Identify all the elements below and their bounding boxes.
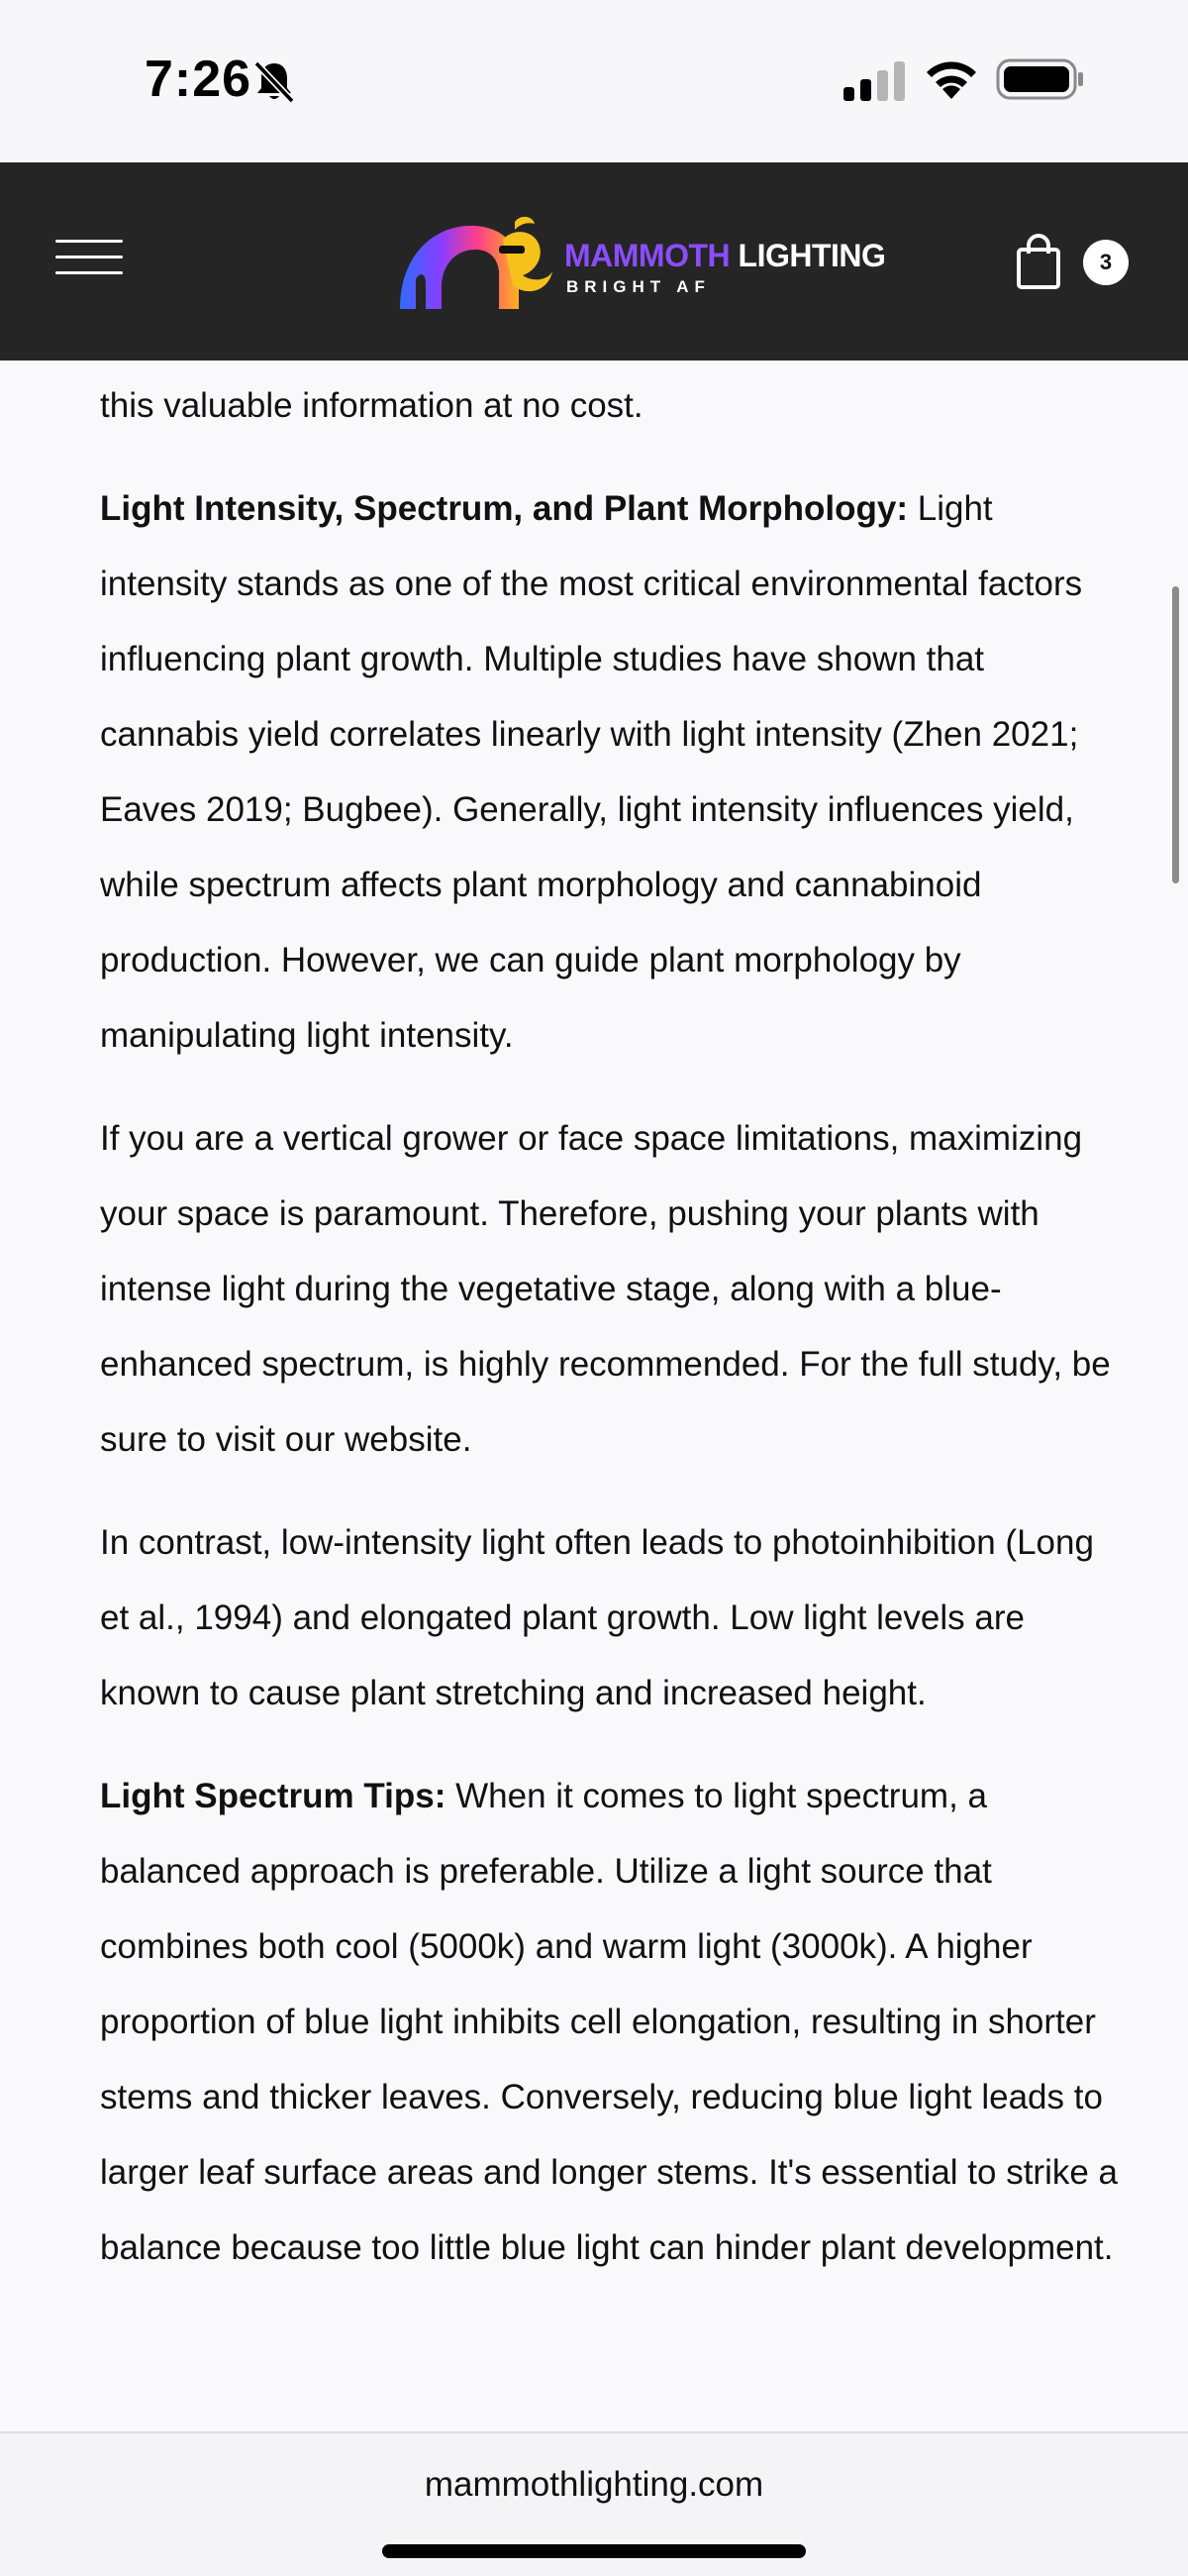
hamburger-menu-icon[interactable] (55, 240, 123, 281)
brand-wordmark: MAMMOTH LIGHTING (564, 238, 886, 273)
light-intensity-body: Light intensity stands as one of the most critical environmental factors influencing plant growth. Multiple studies have shown that cannabis yield correlates linearly with light intensity (Zhen 2021; Eaves 2019; Bugbee). Generally, light intensity influences yield, while spectrum affects plant morphology and cannabinoid production. However, we can guide plant morphology by manipulating light intensity. (100, 489, 1083, 1055)
wifi-icon (923, 55, 980, 101)
light-intensity-heading: Light Intensity, Spectrum, and Plant Morphology: (100, 489, 909, 528)
vertical-grower-paragraph: If you are a vertical grower or face space limitations, maximizing your space is paramount. Therefore, pushing your plants with intense light during the vegetative stage, along with a blue-enhanced spectrum, is highly recommended. For the full study, be sure to visit our website. (100, 1119, 1111, 1459)
spectrum-tips-body: When it comes to light spectrum, a balanced approach is preferable. Utilize a light source that combines both cool (5000k) and warm light (3000k). A higher proportion of blue light inhibits cell elongation, resulting in shorter stems and thicker leaves. Conversely, reducing blue light leads to larger leaf surface areas and longer stems. It's essential to strike a balance because too little blue light can hinder plant development. (100, 1777, 1119, 2267)
browser-address-bar[interactable] (0, 2431, 1188, 2576)
battery-icon (996, 57, 1085, 101)
mammoth-logo-icon (396, 214, 554, 313)
cellular-signal-icon (843, 61, 907, 101)
status-time: 7:26 (145, 51, 252, 108)
low-intensity-paragraph: In contrast, low-intensity light often leads to photoinhibition (Long et al., 1994) and elongated plant growth. Low light levels are known to cause plant stretching and increased height. (100, 1523, 1094, 1712)
light-intensity-paragraph (100, 471, 1120, 1074)
spectrum-tips-paragraph (100, 1759, 1120, 2286)
bell-muted-icon (249, 57, 299, 107)
cart-count-badge[interactable]: 3 (1083, 240, 1129, 285)
url-text[interactable]: mammothlighting.com (424, 2465, 764, 2504)
shopping-bag-icon[interactable] (1016, 234, 1061, 289)
brand-logo[interactable] (396, 214, 886, 313)
intro-tail-paragraph: this valuable information at no cost. (100, 386, 644, 425)
article-body (100, 361, 1120, 2430)
scrollbar-thumb[interactable] (1172, 586, 1179, 883)
status-bar (0, 0, 1188, 162)
site-header (0, 162, 1188, 361)
home-indicator[interactable] (382, 2544, 806, 2558)
spectrum-tips-heading: Light Spectrum Tips: (100, 1777, 446, 1815)
brand-tagline: BRIGHT AF (566, 277, 711, 296)
